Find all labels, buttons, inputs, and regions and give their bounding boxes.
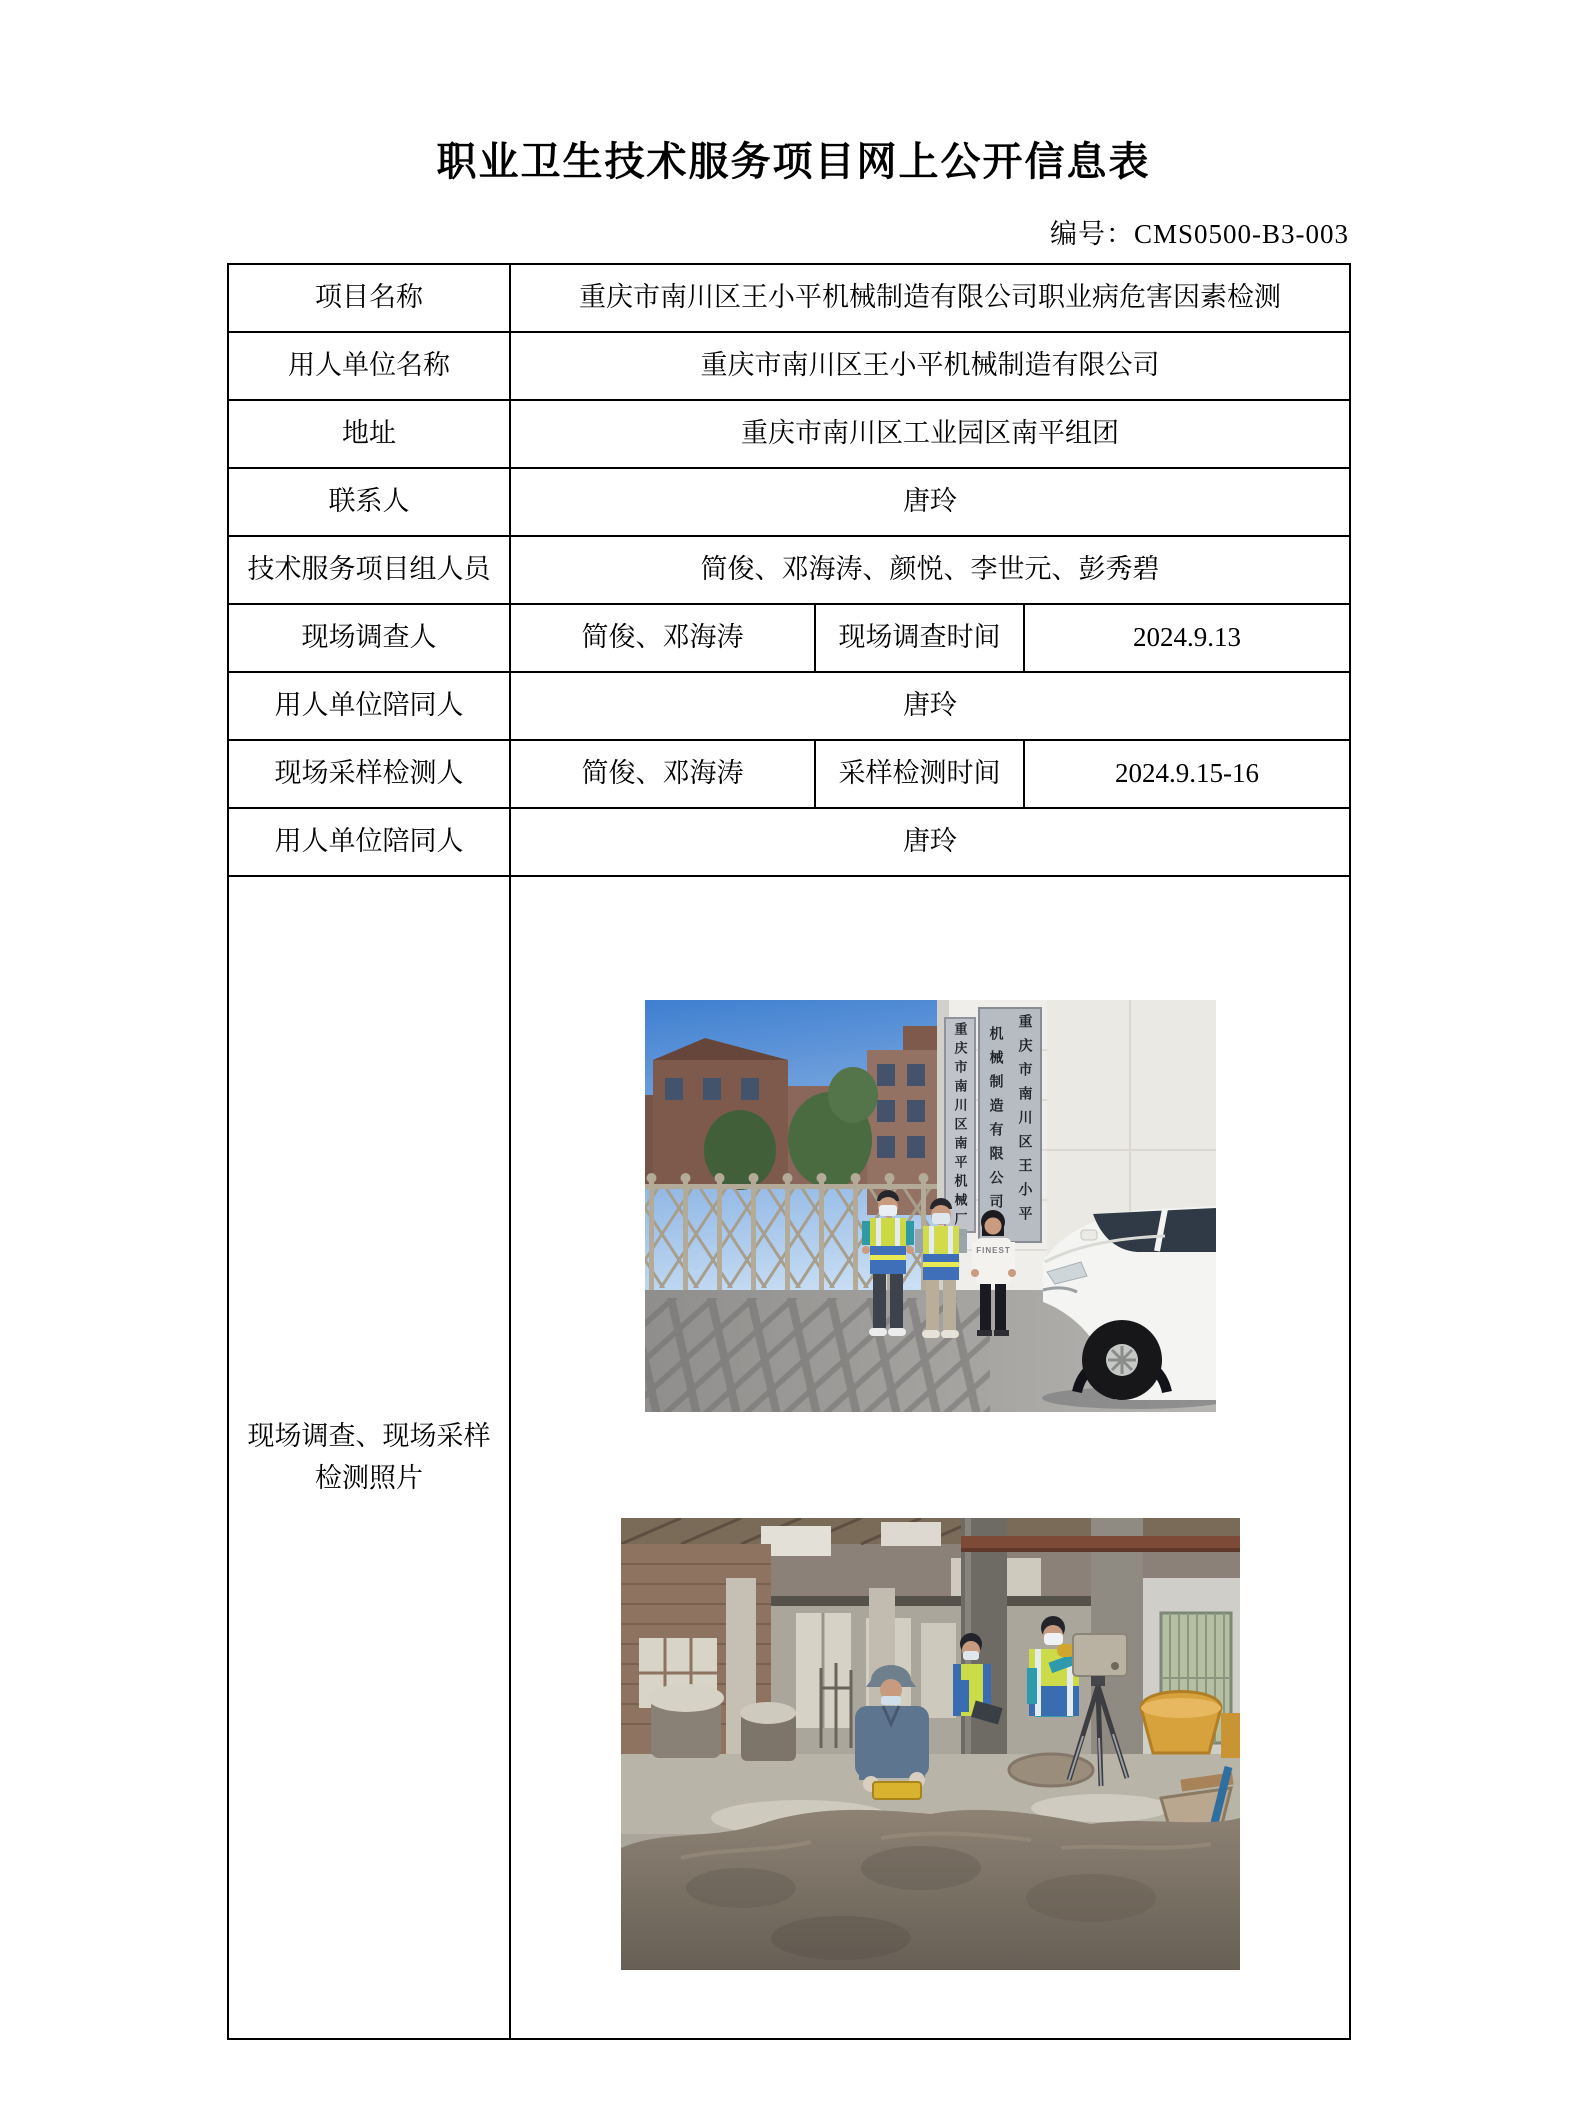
row-survey: [228, 604, 1350, 672]
site-photo-workshop: [621, 1518, 1240, 1970]
row-address: [228, 400, 1350, 468]
row-sampling: [228, 740, 1350, 808]
sampling-person-label: 现场采样检测人: [228, 740, 510, 808]
project-name-label: 项目名称: [228, 264, 510, 332]
contact-label: 联系人: [228, 468, 510, 536]
address-value: 重庆市南川区工业园区南平组团: [510, 400, 1350, 468]
doc-number: 编号：CMS0500-B3-003: [1049, 219, 1349, 249]
employer-label: 用人单位名称: [228, 332, 510, 400]
photos-label-line2: 检测照片: [315, 1462, 423, 1493]
row-photos: [228, 876, 1350, 2039]
accompany1-value: 唐玲: [510, 672, 1350, 740]
team-value: 简俊、邓海涛、颜悦、李世元、彭秀碧: [510, 536, 1350, 604]
survey-person-value: 简俊、邓海涛: [510, 604, 815, 672]
sampling-person-value: 简俊、邓海涛: [510, 740, 815, 808]
row-accompany-1: [228, 672, 1350, 740]
address-label: 地址: [228, 400, 510, 468]
info-table: [227, 263, 1351, 2040]
survey-person-label: 现场调查人: [228, 604, 510, 672]
row-team: [228, 536, 1350, 604]
gate-plaque-right-text: 重庆市南川区王小平机械制造有限公司: [988, 1014, 1034, 1230]
project-name-value: 重庆市南川区王小平机械制造有限公司职业病危害因素检测: [510, 264, 1350, 332]
photos-label-line1: 现场调查、现场采样: [247, 1420, 491, 1451]
page-title: 职业卫生技术服务项目网上公开信息表: [436, 139, 1151, 184]
workshop-sand-pile: [621, 1810, 1240, 1970]
photos-label: [228, 876, 510, 2039]
tshirt-text: FINEST: [976, 1246, 1011, 1255]
contact-value: 唐玲: [510, 468, 1350, 536]
sampling-time-label: 采样检测时间: [815, 740, 1024, 808]
gate-plaque-left-text: 重庆市南川区南平机械厂: [952, 1021, 968, 1231]
row-employer: [228, 332, 1350, 400]
team-label: 技术服务项目组人员: [228, 536, 510, 604]
accompany2-label: 用人单位陪同人: [228, 808, 510, 876]
row-project-name: [228, 264, 1350, 332]
row-contact: [228, 468, 1350, 536]
survey-time-value: 2024.9.13: [1024, 604, 1350, 672]
accompany1-label: 用人单位陪同人: [228, 672, 510, 740]
survey-time-label: 现场调查时间: [815, 604, 1024, 672]
accompany2-value: 唐玲: [510, 808, 1350, 876]
site-photo-gate: [645, 1000, 1216, 1412]
photos-cell: [510, 876, 1350, 2039]
row-accompany-2: [228, 808, 1350, 876]
sampling-time-value: 2024.9.15-16: [1024, 740, 1350, 808]
employer-value: 重庆市南川区王小平机械制造有限公司: [510, 332, 1350, 400]
